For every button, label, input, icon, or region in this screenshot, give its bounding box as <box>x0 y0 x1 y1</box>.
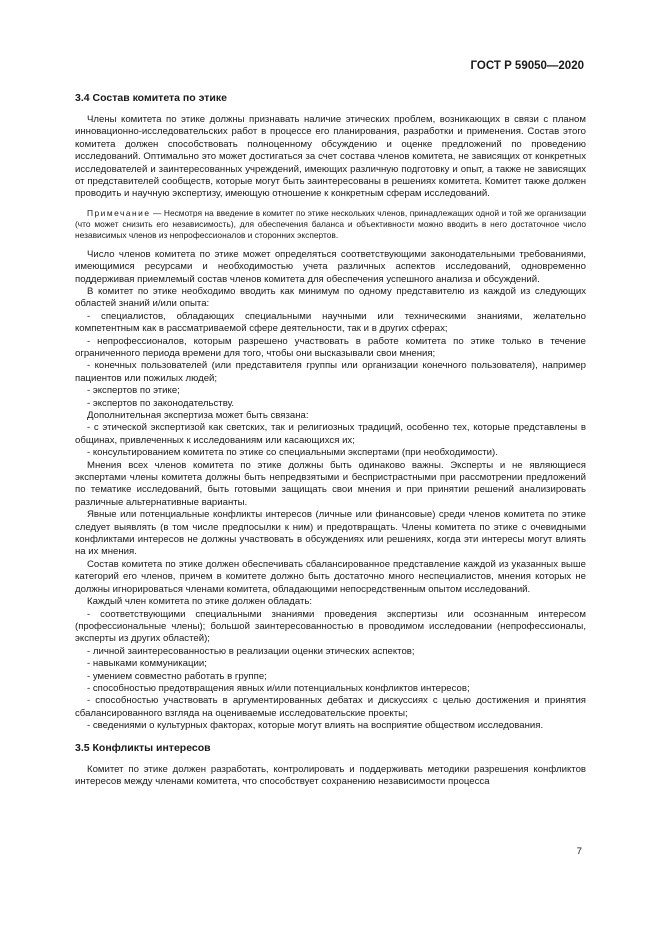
standard-number: ГОСТ Р 59050—2020 <box>470 60 584 72</box>
paragraph: Комитет по этике должен разработать, контролировать и поддерживать методики разрешения конфликтов интересов между членами комитета, что способствует сохранению независимости процесса <box>75 763 586 787</box>
paragraph: Состав комитета по этике должен обеспечивать сбалансированное представление каждой из указанных выше категорий его членов, причем в комитете должно быть достаточно много неспециалистов, мнения которых не должны игнорироваться членами комитета, обладающими непосредственным опытом исследований. <box>75 558 586 595</box>
list-item: - консультированием комитета по этике со специальными экспертами (при необходимости). <box>87 447 498 459</box>
paragraph: Дополнительная экспертиза может быть связана: <box>87 410 309 422</box>
note-text: — Несмотря на введение в комитет по этике нескольких членов, принадлежащих одной и той же организации (что может снизить его независимость), для обеспечения баланса и объективности можно вводить в него достаточное число независимых членов из непрофессионалов и сторонних экспертов. <box>75 207 586 241</box>
paragraph: Члены комитета по этике должны признавать наличие этических проблем, возникающих в связи с планом инновационно-исследовательских работ в процессе его планирования, разработки и применения. Состав этого комитета должен способствовать полноценному обсуждению и оценке предложений по проведению исследований. Оптимально это может достигаться за счет состава членов комитета, не зависящих от конкретных исследователей и заинтересованных учреждений, имеющих различную подготовку и опыт, а также не зависящих от представителей сообществ, которые могут быть заинтересованы в решениях комитета. Комитет также должен проводить и научную экспертизу, имеющую отношение к конкретным сферам исследований. <box>75 114 586 200</box>
note-label: Примечание <box>87 207 151 218</box>
paragraph: Число членов комитета по этике может определяться соответствующими законодательными требованиями, имеющимися ресурсами и необходимостью учета различных аспектов исследований, одновременно поддерживая приемлемый состав членов комитета для обеспечения успешного анализа и обсуждений. <box>75 248 586 285</box>
list-item: - навыками коммуникации; <box>87 658 207 670</box>
paragraph: В комитет по этике необходимо вводить как минимум по одному представителю из каждой из следующих областей знаний и/или опыта: <box>75 285 586 310</box>
list-item: - соответствующими специальными знаниями проведения экспертизы или осознанным интересом (профессиональные члены); большой заинтересованностью в проводимом исследовании (непрофессионалы, эксперты из других областей); <box>75 608 586 645</box>
note <box>75 208 586 242</box>
list-item: - сведениями о культурных факторах, которые могут влиять на восприятие обществом исследования. <box>87 720 544 732</box>
paragraph: Мнения всех членов комитета по этике должны быть одинаково важны. Эксперты и не являющиеся экспертами члены комитета должны быть непредвзятыми и беспристрастными при рассмотрении предложений по тематике исследований, быть готовыми защищать свои мнения и при принятии решений анализировать различные альтернативные варианты. <box>75 459 586 508</box>
list-item: - экспертов по этике; <box>87 385 180 397</box>
page-number: 7 <box>576 846 582 857</box>
list-item: - специалистов, обладающих специальными научными или техническими знаниями, желательно компетентным как в рассматриваемой сфере деятельности, так и в других сферах; <box>75 310 586 335</box>
list-item: - с этической экспертизой как светских, так и религиозных традиций, особенно тех, которые представлены в общинах, привлеченных к исследованиям или касающихся их; <box>75 422 586 446</box>
list-item: - личной заинтересованностью в реализации оценки этических аспектов; <box>87 645 415 657</box>
paragraph: Явные или потенциальные конфликты интересов (личные или финансовые) среди членов комитета по этике следует выявлять (в том числе предпосылки к ним) и предотвращать. Члены комитета по этике с очевидными конфликтами интересов не должны участвовать в обсуждениях или решениях, когда эти интересы могут влиять на их мнения. <box>75 509 586 558</box>
paragraph: Каждый член комитета по этике должен обладать: <box>87 596 313 608</box>
list-item: - конечных пользователей (или представителя группы или организации конечного пользователя), например пациентов или пожилых людей; <box>75 360 586 384</box>
list-item: - способностью участвовать в аргументированных дебатах и дискуссиях с целью достижения и принятия сбалансированного взгляда на оцениваемые исследовательские проекты; <box>75 695 586 719</box>
list-item: - непрофессионалов, которым разрешено участвовать в работе комитета по этике только в течение ограниченного периода времени для того, чтобы они высказывали свои мнения; <box>75 335 586 359</box>
section-3-5-title: 3.5 Конфликты интересов <box>75 741 211 754</box>
list-item: - способностью предотвращения явных и/или потенциальных конфликтов интересов; <box>87 682 470 694</box>
list-item: - умением совместно работать в группе; <box>87 670 267 682</box>
page-content <box>75 92 586 788</box>
section-3-4-title: 3.4 Состав комитета по этике <box>75 92 227 104</box>
list-item: - экспертов по законодательству. <box>87 397 235 409</box>
